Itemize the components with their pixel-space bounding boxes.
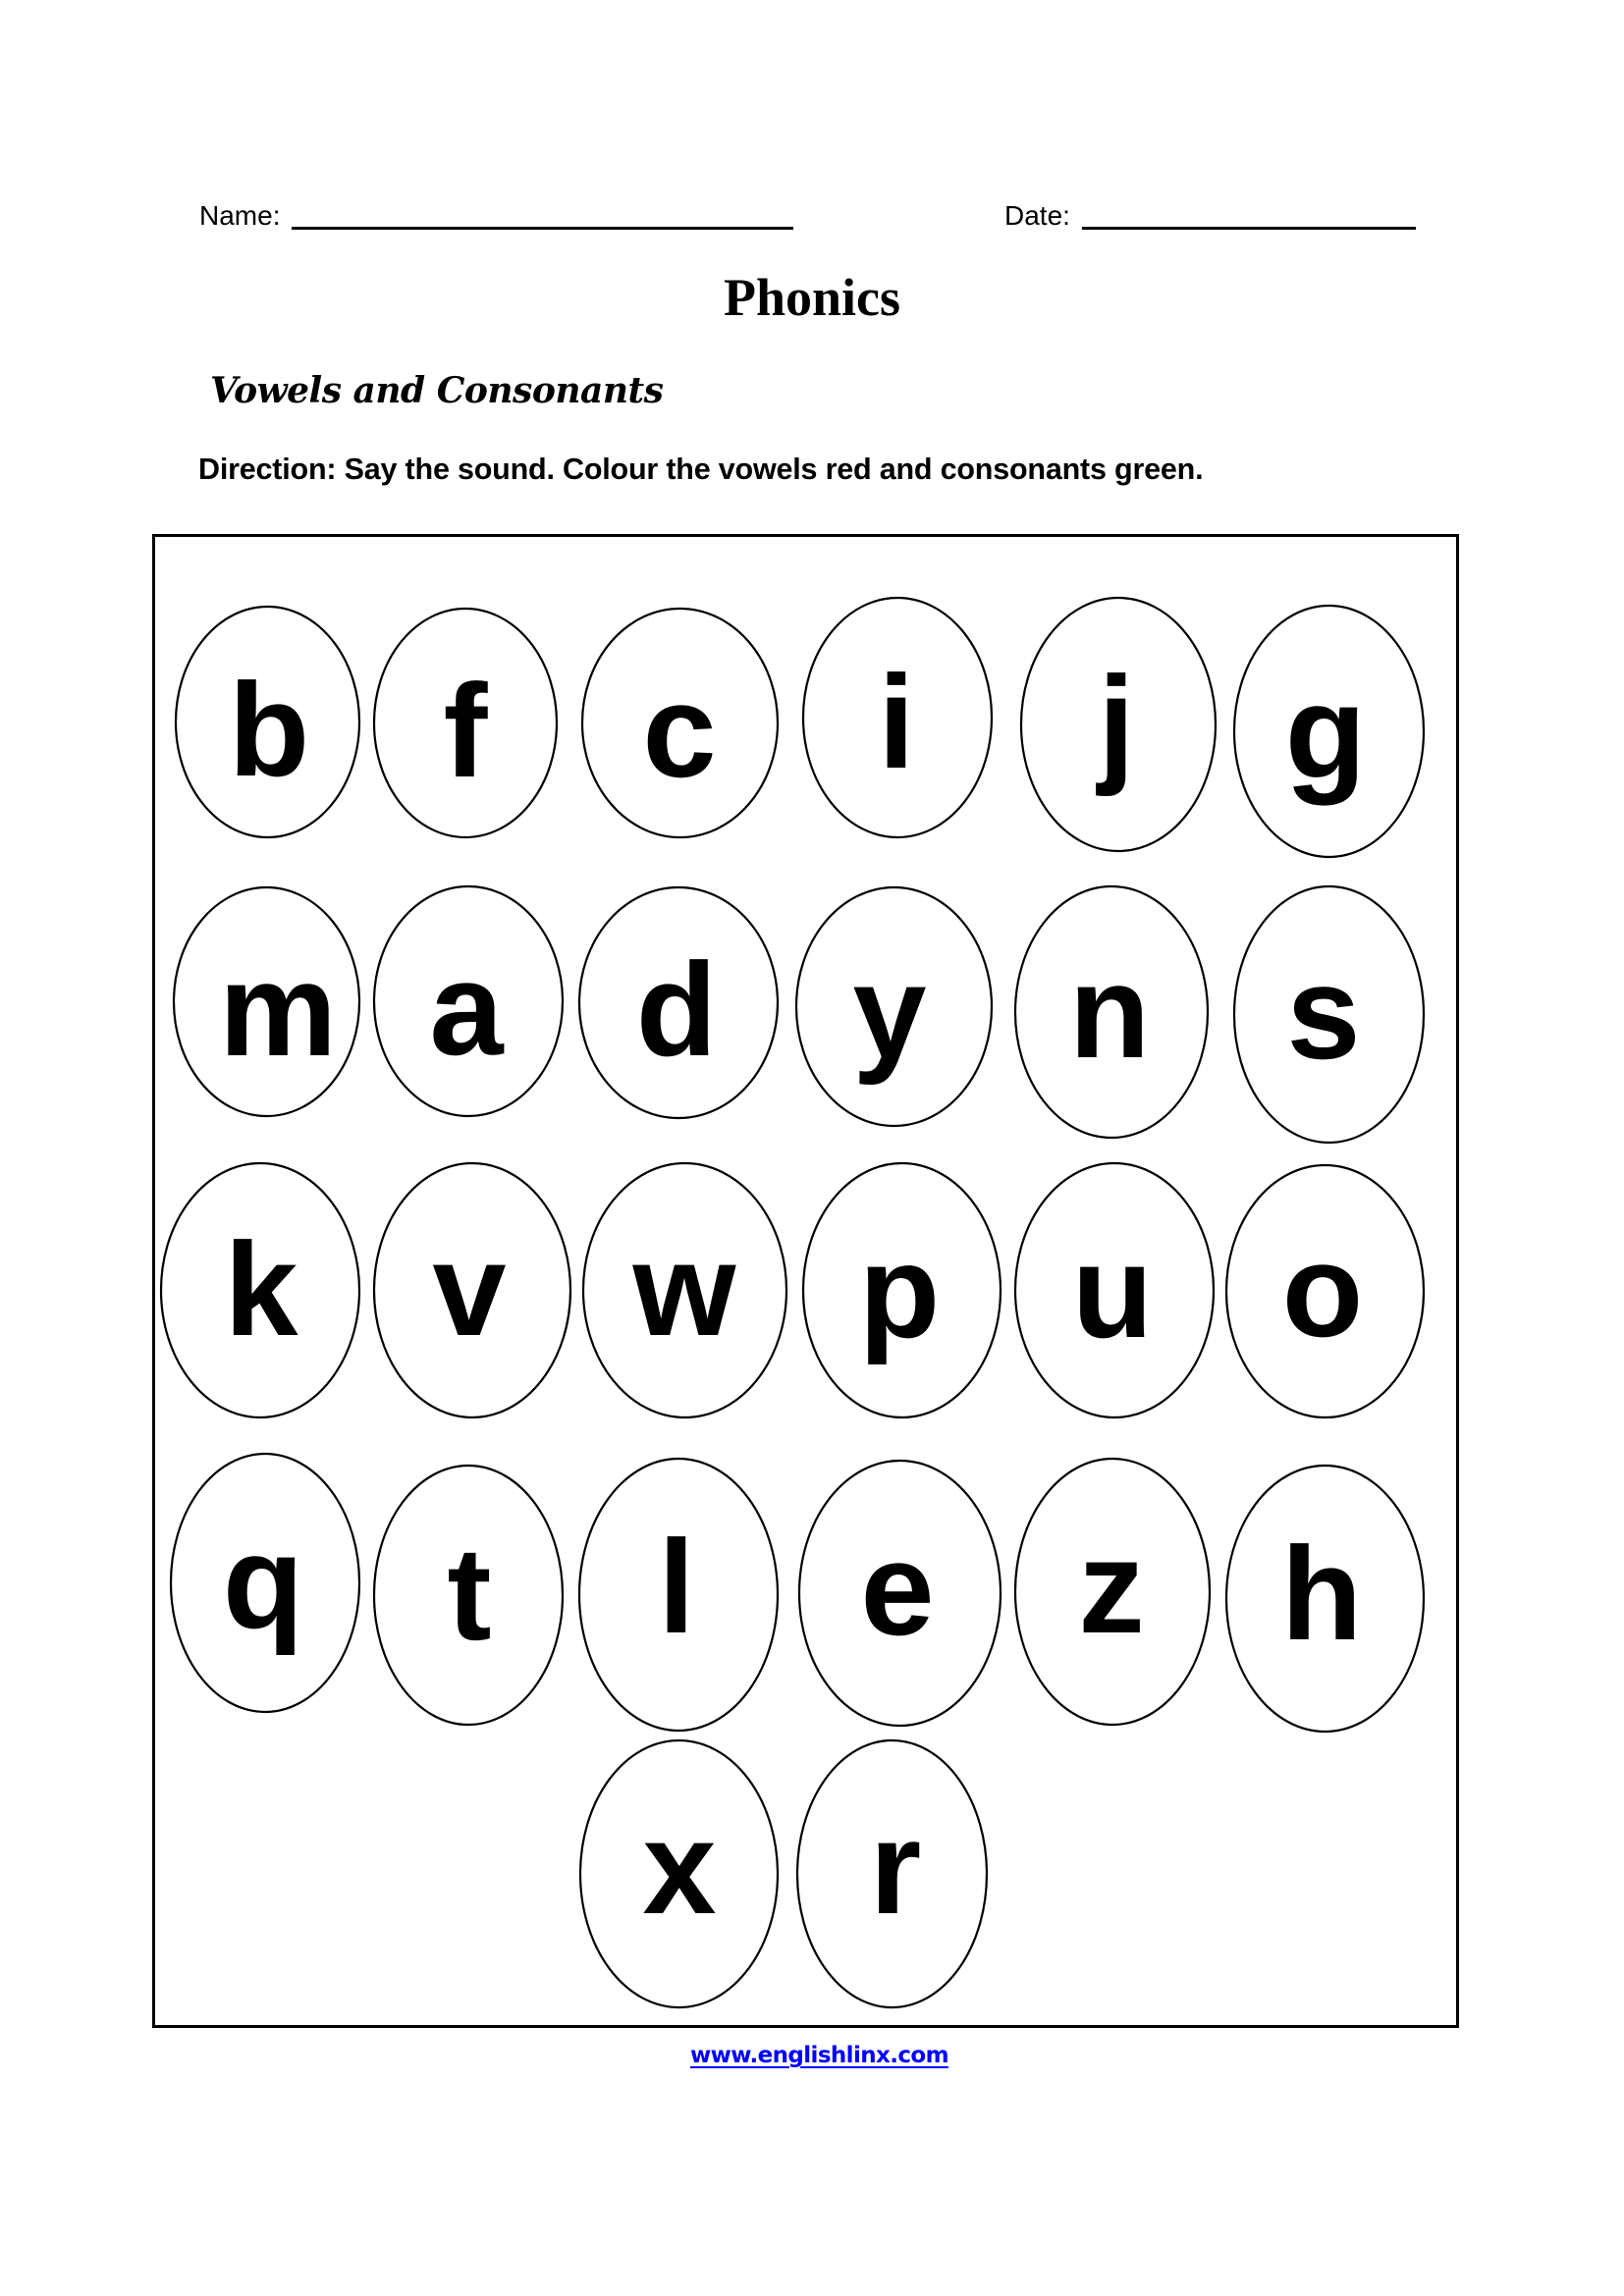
letter-bubble[interactable] bbox=[580, 1740, 778, 2007]
letter: k bbox=[224, 1215, 298, 1363]
letter: v bbox=[432, 1215, 507, 1363]
letter-bubble[interactable] bbox=[799, 1461, 1001, 1726]
letter: g bbox=[1284, 658, 1367, 806]
letter-bubble[interactable] bbox=[374, 886, 563, 1116]
letter-bubble[interactable] bbox=[796, 887, 992, 1126]
page-title: Phonics bbox=[723, 268, 901, 327]
letter: c bbox=[642, 657, 717, 805]
letter-bubble[interactable] bbox=[161, 1163, 359, 1417]
letter: x bbox=[642, 1793, 717, 1942]
letter-bubble[interactable] bbox=[803, 1163, 1001, 1417]
letter: r bbox=[869, 1793, 922, 1942]
letter: q bbox=[222, 1508, 304, 1656]
letter: b bbox=[228, 656, 310, 804]
letter-bubble[interactable] bbox=[1226, 1165, 1424, 1417]
section-subtitle: Vowels and Consonants bbox=[210, 370, 664, 411]
letter: s bbox=[1286, 938, 1361, 1087]
letter: p bbox=[858, 1217, 941, 1365]
letter-bubble[interactable] bbox=[171, 1454, 359, 1712]
letter: i bbox=[878, 648, 915, 796]
letter: l bbox=[658, 1513, 695, 1661]
letter: m bbox=[218, 935, 338, 1084]
letter-bubble[interactable] bbox=[583, 1163, 786, 1417]
letter: y bbox=[852, 937, 927, 1086]
letter-bubble[interactable] bbox=[1015, 1459, 1210, 1725]
letter: j bbox=[1098, 649, 1135, 797]
letter-bubble[interactable] bbox=[1015, 886, 1208, 1138]
letter-bubble[interactable] bbox=[579, 887, 778, 1118]
letter-bubble[interactable] bbox=[1234, 886, 1424, 1143]
letter-bubble[interactable] bbox=[1015, 1163, 1214, 1417]
letter-bubble[interactable] bbox=[374, 609, 557, 837]
letter-bubble[interactable] bbox=[803, 598, 992, 837]
letter-bubble[interactable] bbox=[579, 1459, 778, 1731]
letter: e bbox=[860, 1515, 935, 1663]
letter: h bbox=[1280, 1520, 1363, 1668]
letter-bubble[interactable] bbox=[374, 1466, 563, 1725]
footer-website-link[interactable]: www.englishlinx.com bbox=[690, 2043, 948, 2068]
letter-bubble[interactable] bbox=[374, 1163, 570, 1417]
letter: o bbox=[1281, 1216, 1364, 1364]
letter: n bbox=[1068, 937, 1151, 1086]
direction-text: Direction: Say the sound. Colour the vowels red and consonants green. bbox=[198, 453, 1204, 486]
letter-bubble[interactable] bbox=[174, 887, 359, 1116]
letter: w bbox=[632, 1215, 736, 1363]
letter: d bbox=[635, 935, 718, 1084]
letter-bubble[interactable] bbox=[1226, 1466, 1424, 1732]
letter: f bbox=[443, 657, 488, 805]
letter: t bbox=[447, 1520, 492, 1668]
letter: a bbox=[429, 934, 504, 1083]
letter-bubble[interactable] bbox=[797, 1740, 987, 2007]
letter-bubble[interactable] bbox=[176, 607, 359, 837]
date-label: Date: bbox=[1004, 200, 1070, 231]
letter: z bbox=[1078, 1513, 1145, 1661]
letter: u bbox=[1071, 1217, 1154, 1365]
name-label: Name: bbox=[199, 200, 281, 231]
letter-bubble[interactable] bbox=[582, 609, 778, 837]
letter-bubble[interactable] bbox=[1021, 598, 1216, 851]
letter-bubble[interactable] bbox=[1234, 606, 1424, 857]
